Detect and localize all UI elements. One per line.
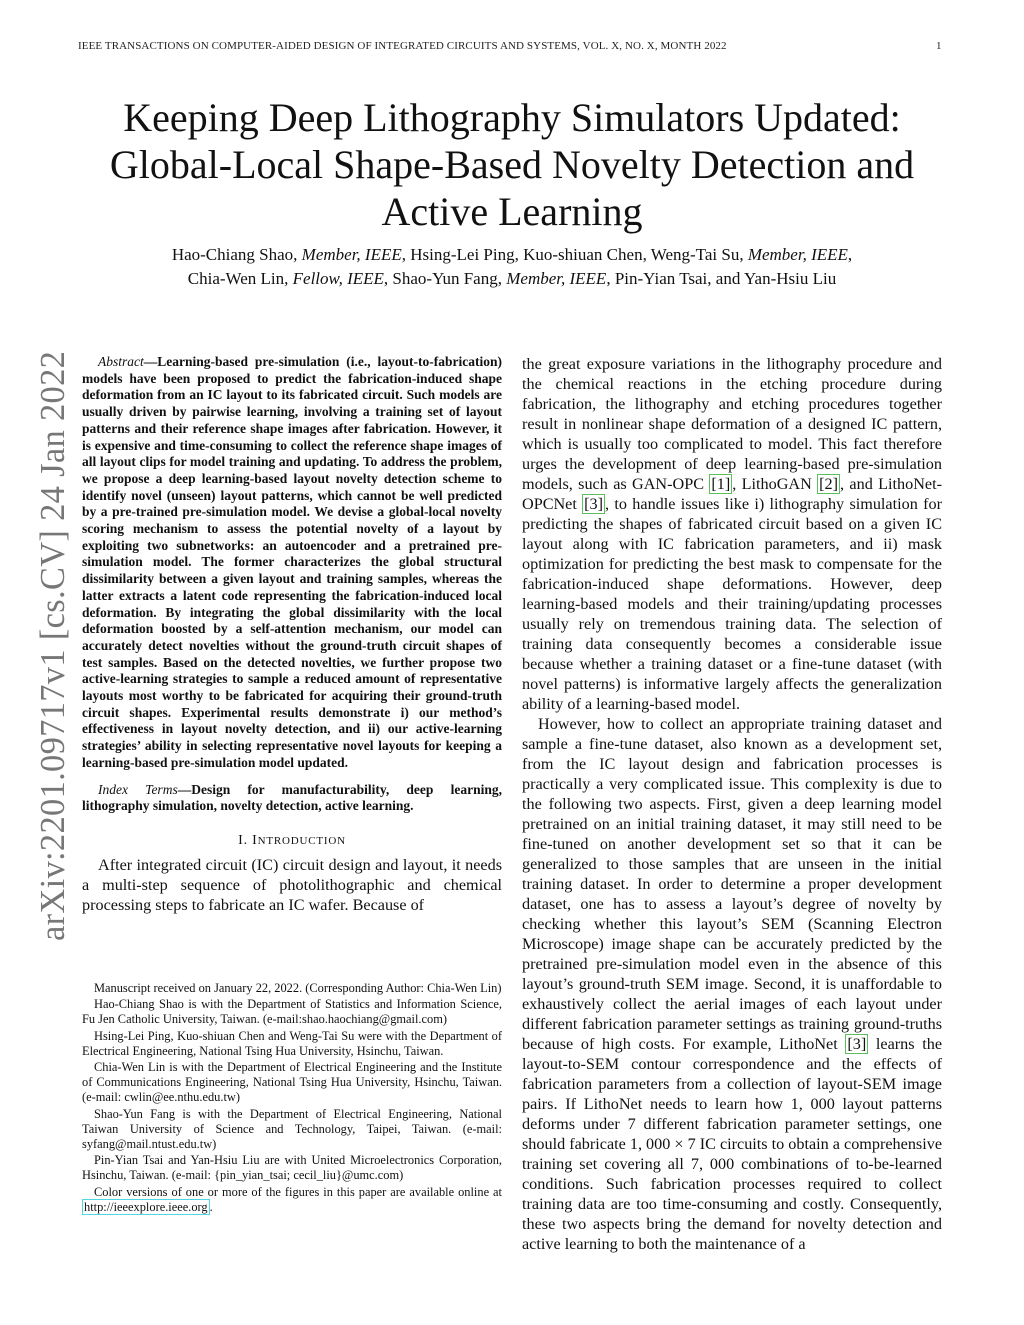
body-text: , LithoGAN	[732, 475, 818, 493]
body-text: , and LithoNet-OPCNet	[522, 475, 942, 513]
right-column	[522, 354, 942, 1254]
index-terms-lead: Index Terms	[98, 781, 178, 797]
author-role: Member, IEEE	[301, 245, 402, 264]
footnotes	[82, 981, 502, 1216]
author-role: Member, IEEE	[506, 269, 607, 288]
body-paragraph	[522, 714, 942, 1254]
footnote-color-versions	[82, 1185, 502, 1215]
intro-paragraph: After integrated circuit (IC) circuit design and layout, it needs a multi-step sequence of photolithographic and chemical processing steps to fabricate an IC wafer. Because of	[82, 855, 502, 914]
arxiv-stamp: arXiv:2201.09717v1 [cs.CV] 24 Jan 2022	[34, 350, 72, 941]
section-title: NTRODUCTION	[257, 834, 346, 847]
body-text: However, how to collect an appropriate training dataset and sample a fine-tune dataset, also known as a development set, from the IC layout design and fabrication processes is practically a very complicated issue. This complexity is due to the following two aspects. First, given a deep learning model pretrained on an initial training dataset, it may still need to be fine-tuned on another development set so that it can be generalized to those samples that are unseen in the initial training dataset. In order to determine a proper development dataset, one has to assess a layout’s degree of novelty by checking whether this layout’s SEM (Scanning Electron Microscope) image shape can be accurately predicted by the pretrained pre-simulation model even in the absence of this layout’s ground-truth SEM image. Second, it is unaffordable to exhaustively collect the aerial images of each layout under different fabrication parameter settings as training ground-truths because of high costs. For example, LithoNet	[522, 715, 942, 1053]
footnote-affiliation: Pin-Yian Tsai and Yan-Hsiu Liu are with United Microelectronics Corporation, Hsinchu, Taiwan. (e-mail: {pin_yian_tsai; cecil_liu}@umc.com)	[82, 1153, 502, 1183]
body-paragraph	[522, 354, 942, 714]
author-list	[60, 243, 964, 291]
section-heading-introduction	[82, 833, 502, 849]
index-terms-text: —Design for manufacturability, deep learning, lithography simulation, novelty detection, active learning.	[82, 781, 502, 814]
author-role: Member, IEEE	[747, 245, 848, 264]
title-line-2: Global-Local Shape-Based Novelty Detection and	[109, 142, 915, 187]
journal-header: IEEE TRANSACTIONS ON COMPUTER-AIDED DESIGN OF INTEGRATED CIRCUITS AND SYSTEMS, VOL. X, NO. X, MONTH 2022	[78, 40, 727, 52]
footnote-text: Color versions of one or more of the figures in this paper are available online at	[94, 1184, 502, 1199]
abstract-lead: Abstract	[98, 354, 144, 369]
author-text: , Hsing-Lei Ping, Kuo-shiuan Chen, Weng-Tai Su,	[401, 245, 748, 264]
footnote-affiliation: Shao-Yun Fang is with the Department of Electrical Engineering, National Taiwan University of Science and Technology, Taipei, Taiwan. (e-mail: syfang@mail.ntust.edu.tw)	[82, 1106, 502, 1152]
footnote-affiliation: Hsing-Lei Ping, Kuo-shiuan Chen and Weng-Tai Su were with the Department of Electrical Engineering, National Tsing Hua University, Hsinchu, Taiwan.	[82, 1028, 502, 1058]
citation-link[interactable]: [3]	[847, 1035, 867, 1053]
abstract-text: —Learning-based pre-simulation (i.e., layout-to-fabrication) models have been proposed to predict the fabrication-induced shape deformation from an IC layout to its fabricated circuit. Such models are usually driven by pairwise learning, involving a training set of layout patterns and their reference shape images after fabrication. However, it is expensive and time-consuming to collect the reference shape images of all layout clips for model training and updating. To address the problem, we propose a deep learning-based layout novelty detection scheme to identify novel (unseen) layout patterns, which cannot be well predicted by a pre-trained pre-simulation model. We devise a global-local novelty scoring mechanism to assess the potential novelty of a layout by exploiting two subnetworks: an autoencoder and a pretrained pre-simulation model. The former characterizes the global structural dissimilarity between a given layout and training samples, whereas the latter extracts a latent code representing the fabrication-induced local deformation. By integrating the global dissimilarity with the local deformation boosted by a self-attention mechanism, our model can accurately detect novelties without the ground-truth circuit shapes of test samples. Based on the detected novelties, we further propose two active-learning strategies to sample a reduced amount of representative layouts most worthy to be fabricated for acquiring their ground-truth circuit shapes. Experimental results demonstrate i) our method’s effectiveness in layout novelty detection, and ii) our active-learning strategies’ ability in selecting representative novel layouts for keeping a learning-based pre-simulation model updated.	[82, 354, 502, 770]
body-text: , to handle issues like i) lithography simulation for predicting the shapes of fabricated circuit based on a given IC layout along with IC fabrication parameters, and ii) mask optimization for predicting the best mask to compensate for the fabrication-induced shape deformations. However, deep learning-based models and their training/updating processes usually rely on tremendous training data. The selection of training data consequently becomes a considerable issue because whether a training dataset or a fine-tune dataset (with novel patterns) is informative largely affects the generalization ability of a learning-based model.	[522, 495, 942, 713]
paper-title	[60, 94, 964, 235]
citation-link[interactable]: [2]	[819, 475, 839, 493]
body-text: learns the layout-to-SEM contour correspondence and the effects of fabrication parameters from a collection of layout-SEM image pairs. If LithoNet needs to learn how 1, 000 layout patterns deforms under 7 different fabrication parameter settings, one should fabricate 1, 000 × 7 IC circuits to obtain a comprehensive training set covering all 7, 000 combinations of to-be-learned conditions. Such fabrication processes required to collect training data are too time-consuming and costly. Consequently, these two aspects bring the demand for novelty detection and active learning to both the maintenance of a	[522, 1035, 943, 1253]
footnote-text: .	[209, 1199, 213, 1214]
section-numeral: I. I	[238, 832, 258, 848]
abstract	[82, 354, 502, 772]
author-text: ,	[847, 245, 853, 264]
author-line-1	[60, 243, 964, 267]
footnote-manuscript: Manuscript received on January 22, 2022. (Corresponding Author: Chia-Wen Lin)	[94, 981, 502, 995]
footnote-affiliation: Chia-Wen Lin is with the Department of Electrical Engineering and the Institute of Communications Engineering, National Tsing Hua University, Hsinchu, Taiwan. (e-mail: cwlin@ee.nthu.edu.tw)	[82, 1060, 502, 1105]
author-role: Fellow, IEEE	[292, 269, 384, 288]
body-text: the great exposure variations in the lithography procedure and the chemical reactions in the etching procedure during fabrication, the lithography and etching procedures together result in nonlinear shape deformation of a designed IC pattern, which is usually too complicated to model. This fact therefore urges the development of deep learning-based pre-simulation models, such as GAN-OPC	[522, 355, 942, 493]
author-text: Hao-Chiang Shao,	[171, 245, 302, 264]
title-line-3: Active Learning	[381, 189, 643, 234]
footnote-affiliation: Hao-Chiang Shao is with the Department of Statistics and Information Science, Fu Jen Catholic University, Taiwan. (e-mail:shao.haochiang@gmail.com)	[82, 997, 502, 1027]
title-line-1: Keeping Deep Lithography Simulators Updated:	[123, 95, 901, 140]
index-terms	[82, 782, 502, 815]
citation-link[interactable]: [1]	[711, 475, 731, 493]
author-line-2	[60, 267, 964, 291]
page-number: 1	[936, 40, 942, 52]
left-column	[82, 354, 502, 915]
author-text: , Shao-Yun Fang,	[383, 269, 507, 288]
author-text: Chia-Wen Lin,	[187, 269, 293, 288]
author-text: , Pin-Yian Tsai, and Yan-Hsiu Liu	[606, 269, 837, 288]
ieee-xplore-link[interactable]: http://ieeexplore.ieee.org	[84, 1199, 208, 1214]
citation-link[interactable]: [3]	[584, 495, 604, 513]
